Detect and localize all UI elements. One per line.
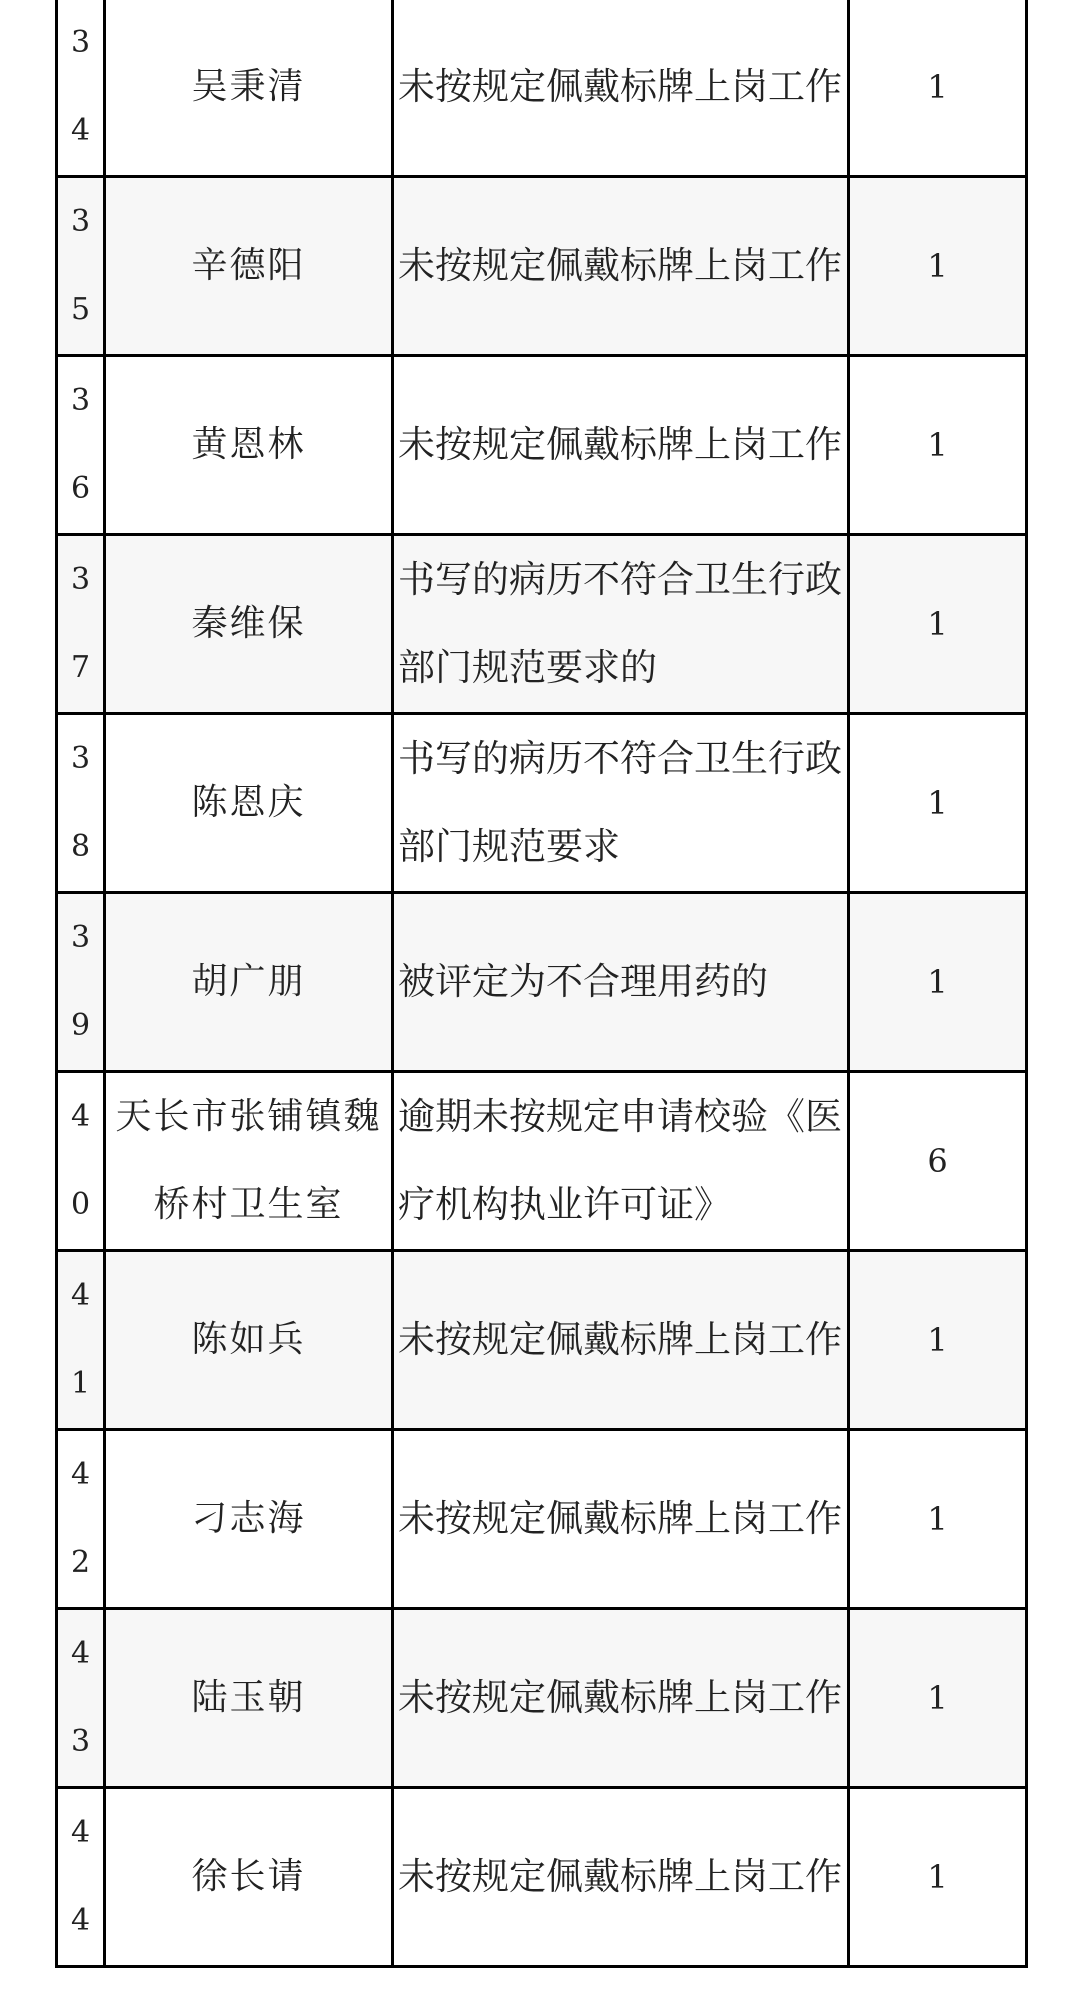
table-row	[57, 356, 1027, 535]
violation-reason: 未按规定佩戴标牌上岗工作	[393, 1609, 849, 1788]
party-name: 吴秉清	[105, 0, 393, 177]
violation-reason: 未按规定佩戴标牌上岗工作	[393, 1788, 849, 1967]
table-row	[57, 893, 1027, 1072]
table-row	[57, 714, 1027, 893]
penalty-table-container	[55, 0, 1025, 1968]
violation-count: 1	[849, 714, 1027, 893]
violation-count: 1	[849, 1430, 1027, 1609]
row-number: 44	[57, 1788, 105, 1967]
table-row	[57, 1251, 1027, 1430]
violation-count: 1	[849, 535, 1027, 714]
table-row	[57, 0, 1027, 177]
penalty-table	[55, 0, 1028, 1968]
row-number: 35	[57, 177, 105, 356]
table-body	[57, 0, 1027, 1967]
violation-count: 1	[849, 1251, 1027, 1430]
violation-count: 1	[849, 0, 1027, 177]
table-row	[57, 1072, 1027, 1251]
party-name: 陈恩庆	[105, 714, 393, 893]
violation-reason: 逾期未按规定申请校验《医疗机构执业许可证》	[393, 1072, 849, 1251]
table-row	[57, 1788, 1027, 1967]
violation-reason: 书写的病历不符合卫生行政部门规范要求的	[393, 535, 849, 714]
violation-reason: 书写的病历不符合卫生行政部门规范要求	[393, 714, 849, 893]
violation-count: 1	[849, 356, 1027, 535]
violation-reason: 被评定为不合理用药的	[393, 893, 849, 1072]
party-name: 黄恩林	[105, 356, 393, 535]
violation-reason: 未按规定佩戴标牌上岗工作	[393, 1251, 849, 1430]
row-number: 37	[57, 535, 105, 714]
party-name: 刁志海	[105, 1430, 393, 1609]
violation-count: 1	[849, 1788, 1027, 1967]
row-number: 40	[57, 1072, 105, 1251]
party-name: 秦维保	[105, 535, 393, 714]
violation-count: 1	[849, 1609, 1027, 1788]
row-number: 41	[57, 1251, 105, 1430]
violation-reason: 未按规定佩戴标牌上岗工作	[393, 0, 849, 177]
table-row	[57, 1609, 1027, 1788]
party-name: 陈如兵	[105, 1251, 393, 1430]
row-number: 34	[57, 0, 105, 177]
violation-count: 6	[849, 1072, 1027, 1251]
violation-reason: 未按规定佩戴标牌上岗工作	[393, 1430, 849, 1609]
party-name: 徐长请	[105, 1788, 393, 1967]
row-number: 36	[57, 356, 105, 535]
table-row	[57, 177, 1027, 356]
row-number: 39	[57, 893, 105, 1072]
row-number: 43	[57, 1609, 105, 1788]
party-name: 陆玉朝	[105, 1609, 393, 1788]
row-number: 38	[57, 714, 105, 893]
party-name: 胡广朋	[105, 893, 393, 1072]
party-name: 天长市张铺镇魏桥村卫生室	[105, 1072, 393, 1251]
violation-count: 1	[849, 893, 1027, 1072]
row-number: 42	[57, 1430, 105, 1609]
table-row	[57, 1430, 1027, 1609]
violation-reason: 未按规定佩戴标牌上岗工作	[393, 177, 849, 356]
party-name: 辛德阳	[105, 177, 393, 356]
violation-count: 1	[849, 177, 1027, 356]
table-row	[57, 535, 1027, 714]
violation-reason: 未按规定佩戴标牌上岗工作	[393, 356, 849, 535]
